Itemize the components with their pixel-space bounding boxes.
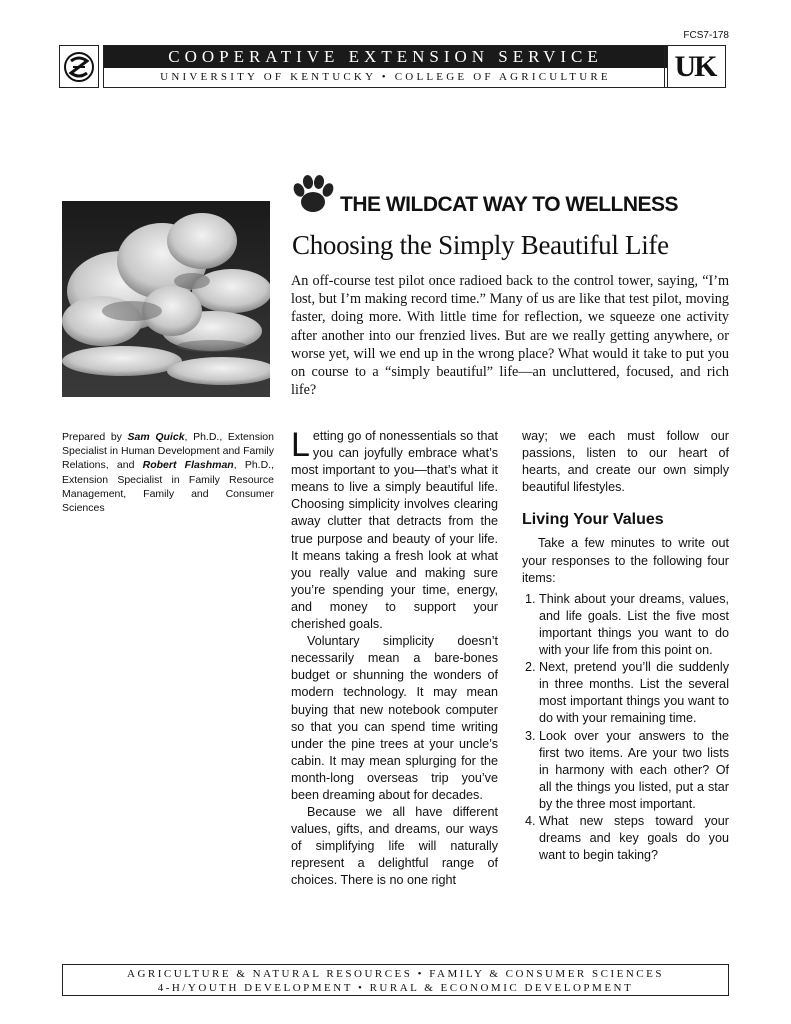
org-name: COOPERATIVE EXTENSION SERVICE: [104, 46, 667, 68]
uk-logo: UK: [664, 45, 726, 88]
paw-print-icon: [289, 170, 337, 218]
banner-text-box: [103, 45, 668, 88]
body-paragraph: [291, 428, 498, 633]
header-banner: [59, 45, 726, 88]
section-heading: Living Your Values: [522, 511, 664, 529]
body-paragraph: Because we all have different values, gifts, and dreams, our ways of simplifying life will naturally represent a delightful range of choices. There is no one right: [291, 805, 498, 888]
cooperative-extension-logo-icon: [59, 45, 99, 88]
values-list: [522, 591, 729, 865]
author-2-desc: , Ph.D., Extension Specialist in Family Resource Management, Family and Consumer Sciences: [62, 459, 275, 515]
author-1-desc: , Ph.D., Extension Specialist in Human Development and Family Relations, and: [62, 431, 274, 472]
series-title: THE WILDCAT WAY TO WELLNESS: [340, 193, 679, 216]
author-2: Robert Flashman: [142, 459, 234, 472]
footer-program-areas: [62, 964, 729, 996]
document-code: FCS7-178: [683, 30, 729, 41]
credit-prefix: Prepared by: [62, 431, 128, 443]
author-credit: [62, 430, 274, 515]
body-column-1: [291, 428, 498, 890]
body-column-2: [522, 428, 729, 864]
clouds-photo: [62, 201, 270, 397]
drop-cap: L: [291, 426, 310, 464]
list-item: 2. Next, pretend you’ll die suddenly in three months. List the several most important things you want to do with your remaining time.: [539, 659, 729, 727]
paragraph-text: etting go of nonessentials so that you can joyfully embrace what’s most important to you—that’s what it means to live a simply beautiful life. Choosing simplicity involves clearing away clutter that detracts from the true purpose and beauty of your life. It means taking a fresh look at what you really value and making sure you’re spending your time, energy, and money to support your cherished goals.: [291, 429, 498, 632]
page-title: Choosing the Simply Beautiful Life: [292, 230, 669, 260]
list-item: 4. What new steps toward your dreams and key goals do you want to begin taking?: [539, 813, 729, 864]
list-item: 1. Think about your dreams, values, and life goals. List the five most important things you want to do with your life from this point on.: [539, 591, 729, 659]
list-item: 3. Look over your answers to the first two items. Are your two lists in harmony with each other? Of all the things you listed, put a star by the three most important.: [539, 728, 729, 813]
affiliation: UNIVERSITY OF KENTUCKY • COLLEGE OF AGRICULTURE: [160, 71, 611, 83]
author-1: Sam Quick: [127, 431, 185, 443]
body-paragraph: Voluntary simplicity doesn’t necessarily mean a bare-bones budget or shunning the wonders of modern technology. It may mean buying that new notebook computer so that you can spend time writing under the pine trees at your uncle’s cabin. It may mean splurging for the month-long overseas trip you’ve been dreaming about for decades.: [291, 634, 498, 802]
body-paragraph: way; we each must follow our passions, listen to our heart of hearts, and create our own simply beautiful lifestyles.: [522, 429, 729, 495]
intro-paragraph: An off-course test pilot once radioed back to the control tower, saying, “I’m lost, but I’m making record time.” Many of us are like that test pilot, moving faster, doing more. With little time for reflection, we squeeze one activity after another into our frenzied lives. But are we really getting anywhere, or worse yet, will we end up in the wrong place? What would it take to put you on course to a “simply beautiful” life—an uncluttered, focused, and rich life?: [291, 273, 729, 399]
footer-line-2: 4-H/YOUTH DEVELOPMENT • RURAL & ECONOMIC DEVELOPMENT: [157, 982, 634, 994]
footer-line-1: AGRICULTURE & NATURAL RESOURCES • FAMILY & CONSUMER SCIENCES: [127, 968, 664, 980]
body-paragraph: Take a few minutes to write out your responses to the following four items:: [522, 536, 729, 585]
